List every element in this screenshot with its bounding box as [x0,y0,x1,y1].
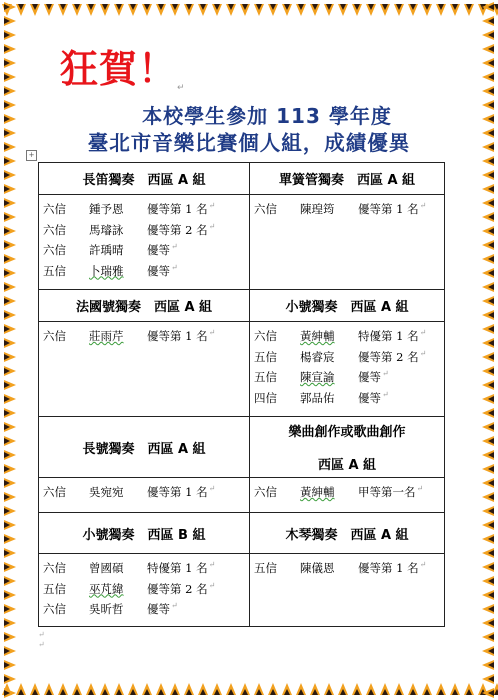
grade: 六信 [43,561,66,575]
paragraph-mark: ↵ [208,221,216,231]
table-body-row [39,322,445,417]
border-pattern-top [0,0,498,22]
category-heading [39,290,250,322]
award-result: 優等第 1 名 [147,485,208,499]
paragraph-mark: ↵ [171,242,178,251]
student-name: 馬璿詠 [89,222,124,237]
entries-cell [250,478,445,513]
table-body-row [39,554,445,627]
list-item [254,369,444,390]
award-result: 優等第 1 名 [147,202,208,216]
student-name: 卜瑞雅 [89,263,124,278]
student-name: 楊睿宸 [300,349,335,364]
grade: 六信 [254,485,277,499]
award-result: 優等 [358,390,381,405]
student-name: 吳昕哲 [89,602,124,616]
list-item [43,560,249,581]
paragraph-mark: ↵ [208,484,216,493]
table-heading-row [39,417,445,478]
category-heading-text: 小號獨奏 西區 A 組 [285,300,409,315]
entries-cell [39,322,250,417]
student-name: 許瑀晴 [89,243,124,257]
award-result: 甲等第一名 [358,485,416,499]
award-result: 優等 [358,370,381,384]
paragraph-mark: ↵ [419,328,427,337]
student-name: 郭品佑 [300,390,335,405]
category-heading [39,163,250,195]
category-heading [250,163,445,195]
paragraph-mark: ↵ [177,83,186,93]
entries-cell [250,322,445,417]
award-result: 優等 [147,602,170,616]
headline [60,38,186,93]
table-heading-row [39,290,445,322]
list-item [254,328,444,349]
student-name: 陳儀恩 [300,561,335,575]
paragraph-mark: ↵ [419,348,427,358]
student-name: 陳宣諭 [300,370,335,384]
category-heading-text: 長號獨奏 西區 A 組 [82,441,206,457]
grade: 四信 [254,390,277,405]
list-item [43,484,249,505]
grade: 五信 [254,370,277,384]
category-heading-text: 木琴獨奏 西區 A 組 [285,527,409,543]
paragraph-mark: ↵ [419,201,427,210]
award-result: 優等第 2 名 [147,222,208,237]
award-result: 優等第 2 名 [147,581,208,596]
paragraph-mark: ↵ [38,640,45,649]
grade: 六信 [43,222,66,237]
category-heading-text: 長笛獨奏 西區 A 組 [82,173,206,188]
student-name: 鍾予恩 [89,202,124,216]
award-result: 優等第 1 名 [358,202,419,216]
category-heading-text: 小號獨奏 西區 B 組 [82,527,206,543]
grade: 六信 [43,202,66,216]
list-item [43,263,249,284]
grade: 五信 [43,581,66,596]
decorative-border-top [0,0,498,22]
student-name: 黃紳輔 [300,485,335,499]
grade: 五信 [254,349,277,364]
category-heading-subtext: 西區 A 組 [317,458,377,473]
decorative-border-left [0,0,20,700]
student-name: 黃紳輔 [300,329,335,343]
category-heading [250,513,445,554]
grade: 六信 [43,243,66,257]
list-item [43,328,249,349]
paragraph-mark: ↵ [171,262,178,272]
paragraph-mark: ↵ [208,580,216,590]
category-heading [250,290,445,322]
student-name: 陳瑝筠 [300,202,335,216]
category-heading-text: 法國號獨奏 西區 A 組 [75,300,213,315]
headline-text: 狂賀！ [60,47,178,91]
grade: 六信 [254,202,277,216]
list-item [254,484,444,505]
award-result: 特優第 1 名 [358,329,419,343]
list-item [43,201,249,222]
student-name: 巫芃緯 [89,581,124,596]
grade: 六信 [43,602,66,616]
title-line-2-text: 臺北市音樂比賽個人組，成績優異 [87,131,411,155]
category-heading-text: 樂曲創作或歌曲創作 [288,425,406,440]
grade: 五信 [254,561,277,575]
title-line-2 [0,126,498,156]
table-body-row [39,195,445,290]
category-heading-text: 單簧管獨奏 西區 A 組 [278,173,416,188]
category-heading [39,513,250,554]
student-name: 莊雨芹 [89,329,124,343]
decorative-border-bottom [0,680,498,700]
entries-cell [39,195,250,290]
grade: 五信 [43,263,66,278]
results-table [38,162,445,627]
paragraph-mark: ↵ [208,560,216,569]
list-item [254,390,444,411]
table-heading-row [39,163,445,195]
table-heading-row [39,513,445,554]
grade: 六信 [254,329,277,343]
list-item [43,581,249,602]
entries-cell [39,554,250,627]
list-item [254,349,444,370]
award-result: 優等第 2 名 [358,349,419,364]
trailing-paragraph-marks [38,630,45,650]
student-name: 吳宛宛 [89,485,124,499]
paragraph-mark: ↵ [419,560,427,569]
list-item [43,222,249,243]
award-result: 優等第 1 名 [147,329,208,343]
award-result: 特優第 1 名 [147,561,208,575]
paragraph-mark: ↵ [382,389,389,399]
border-pattern-bottom [0,680,498,700]
entries-cell [250,554,445,627]
award-result: 優等第 1 名 [358,561,419,575]
student-name: 曾國碩 [89,561,124,575]
list-item [43,242,249,263]
category-heading [39,417,250,478]
paragraph-mark: ↵ [208,201,216,210]
award-result: 優等 [147,243,170,257]
paragraph-mark: ↵ [38,630,45,639]
title-line-1 [18,100,498,129]
title-line-1-text: 本校學生參加 113 學年度 [142,104,392,128]
category-heading [250,417,445,478]
entries-cell [39,478,250,513]
paragraph-mark: ↵ [382,369,389,378]
grade: 六信 [43,329,66,343]
table-move-handle[interactable]: + [26,150,37,161]
border-pattern-left [0,0,20,700]
list-item [254,560,444,581]
list-item [43,601,249,622]
paragraph-mark: ↵ [416,484,424,493]
table-body-row [39,478,445,513]
paragraph-mark: ↵ [208,328,216,337]
list-item [254,201,444,222]
award-result: 優等 [147,263,170,278]
entries-cell [250,195,445,290]
paragraph-mark: ↵ [171,601,178,610]
grade: 六信 [43,485,66,499]
